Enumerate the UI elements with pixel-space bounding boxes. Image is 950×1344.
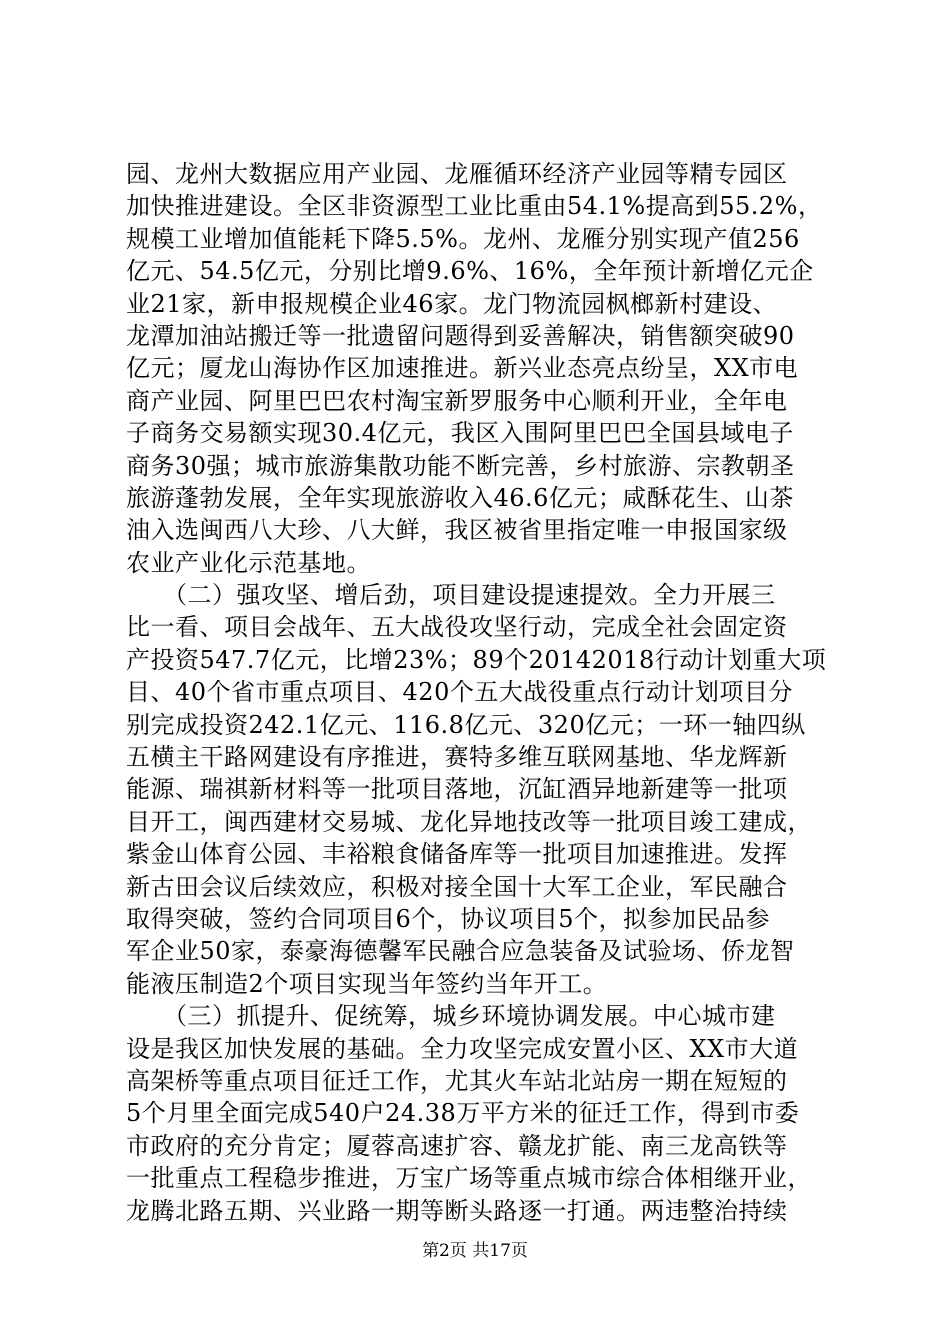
text-line: 商产业园、阿里巴巴农村淘宝新罗服务中心顺利开业，全年电: [126, 386, 788, 415]
text-line: 农业产业化示范基地。: [126, 548, 371, 577]
text-line: 产投资547.7亿元，比增23%；89个20142018行动计划重大项: [126, 645, 827, 674]
text-line: 子商务交易额实现30.4亿元，我区入围阿里巴巴全国县域电子: [126, 419, 794, 448]
text-line: 比一看、项目会战年、五大战役攻坚行动，完成全社会固定资: [126, 613, 788, 642]
text-line: 五横主干路网建设有序推进，赛特多维互联网基地、华龙辉新: [126, 743, 788, 772]
text-line: 一批重点工程稳步推进，万宝广场等重点城市综合体相继开业，: [126, 1164, 812, 1193]
text-line: 加快推进建设。全区非资源型工业比重由54.1%提高到55.2%，: [126, 192, 823, 221]
text-line: （三）抓提升、促统筹，城乡环境协调发展。中心城市建: [126, 1002, 776, 1031]
text-line: 园、龙州大数据应用产业园、龙雁循环经济产业园等精专园区: [126, 160, 788, 188]
text-line: 油入选闽西八大珍、八大鲜，我区被省里指定唯一申报国家级: [126, 516, 788, 545]
text-line: 设是我区加快发展的基础。全力攻坚完成安置小区、XX市大道: [126, 1034, 799, 1063]
text-line: 高架桥等重点项目征迁工作，尤其火车站北站房一期在短短的: [126, 1066, 788, 1095]
text-line: 军企业50家，泰豪海德馨军民融合应急装备及试验场、侨龙智: [126, 937, 795, 966]
text-line: 别完成投资242.1亿元、116.8亿元、320亿元；一环一轴四纵: [126, 710, 806, 739]
text-line: 能液压制造2个项目实现当年签约当年开工。: [126, 969, 608, 998]
text-line: 紫金山体育公园、丰裕粮食储备库等一批项目加速推进。发挥: [126, 840, 788, 869]
text-line: 业21家，新申报规模企业46家。龙门物流园枫榔新村建设、: [126, 289, 778, 318]
body-text: [126, 158, 838, 1227]
text-line: （二）强攻坚、增后劲，项目建设提速提效。全力开展三: [126, 581, 776, 610]
text-line: 目开工，闽西建材交易城、龙化异地技改等一批项目竣工建成，: [126, 807, 812, 836]
text-line: 取得突破，签约合同项目6个，协议项目5个，拟参加民品参: [126, 904, 771, 933]
text-line: 亿元；厦龙山海协作区加速推进。新兴业态亮点纷呈，XX市电: [126, 354, 799, 383]
text-line: 商务30强；城市旅游集散功能不断完善，乡村旅游、宗教朝圣: [126, 451, 795, 480]
text-line: 龙潭加油站搬迁等一批遗留问题得到妥善解决，销售额突破90: [126, 321, 795, 350]
page-footer: 第2页 共17页: [422, 1241, 528, 1261]
text-line: 旅游蓬勃发展，全年实现旅游收入46.6亿元；咸酥花生、山茶: [126, 483, 794, 512]
text-line: 能源、瑞祺新材料等一批项目落地，沉缸酒异地新建等一批项: [126, 775, 788, 804]
text-line: 目、40个省市重点项目、420个五大战役重点行动计划项目分: [126, 678, 793, 707]
text-line: 5个月里全面完成540户24.38万平方米的征迁工作，得到市委: [126, 1099, 800, 1128]
text-line: 市政府的充分肯定；厦蓉高速扩容、赣龙扩能、南三龙高铁等: [126, 1131, 788, 1160]
text-line: 龙腾北路五期、兴业路一期等断头路逐一打通。两违整治持续: [126, 1196, 788, 1225]
text-line: 新古田会议后续效应，积极对接全国十大军工企业，军民融合: [126, 872, 788, 901]
text-line: 亿元、54.5亿元，分别比增9.6%、16%，全年预计新增亿元企: [126, 257, 814, 286]
text-line: 规模工业增加值能耗下降5.5%。龙州、龙雁分别实现产值256: [126, 224, 800, 253]
